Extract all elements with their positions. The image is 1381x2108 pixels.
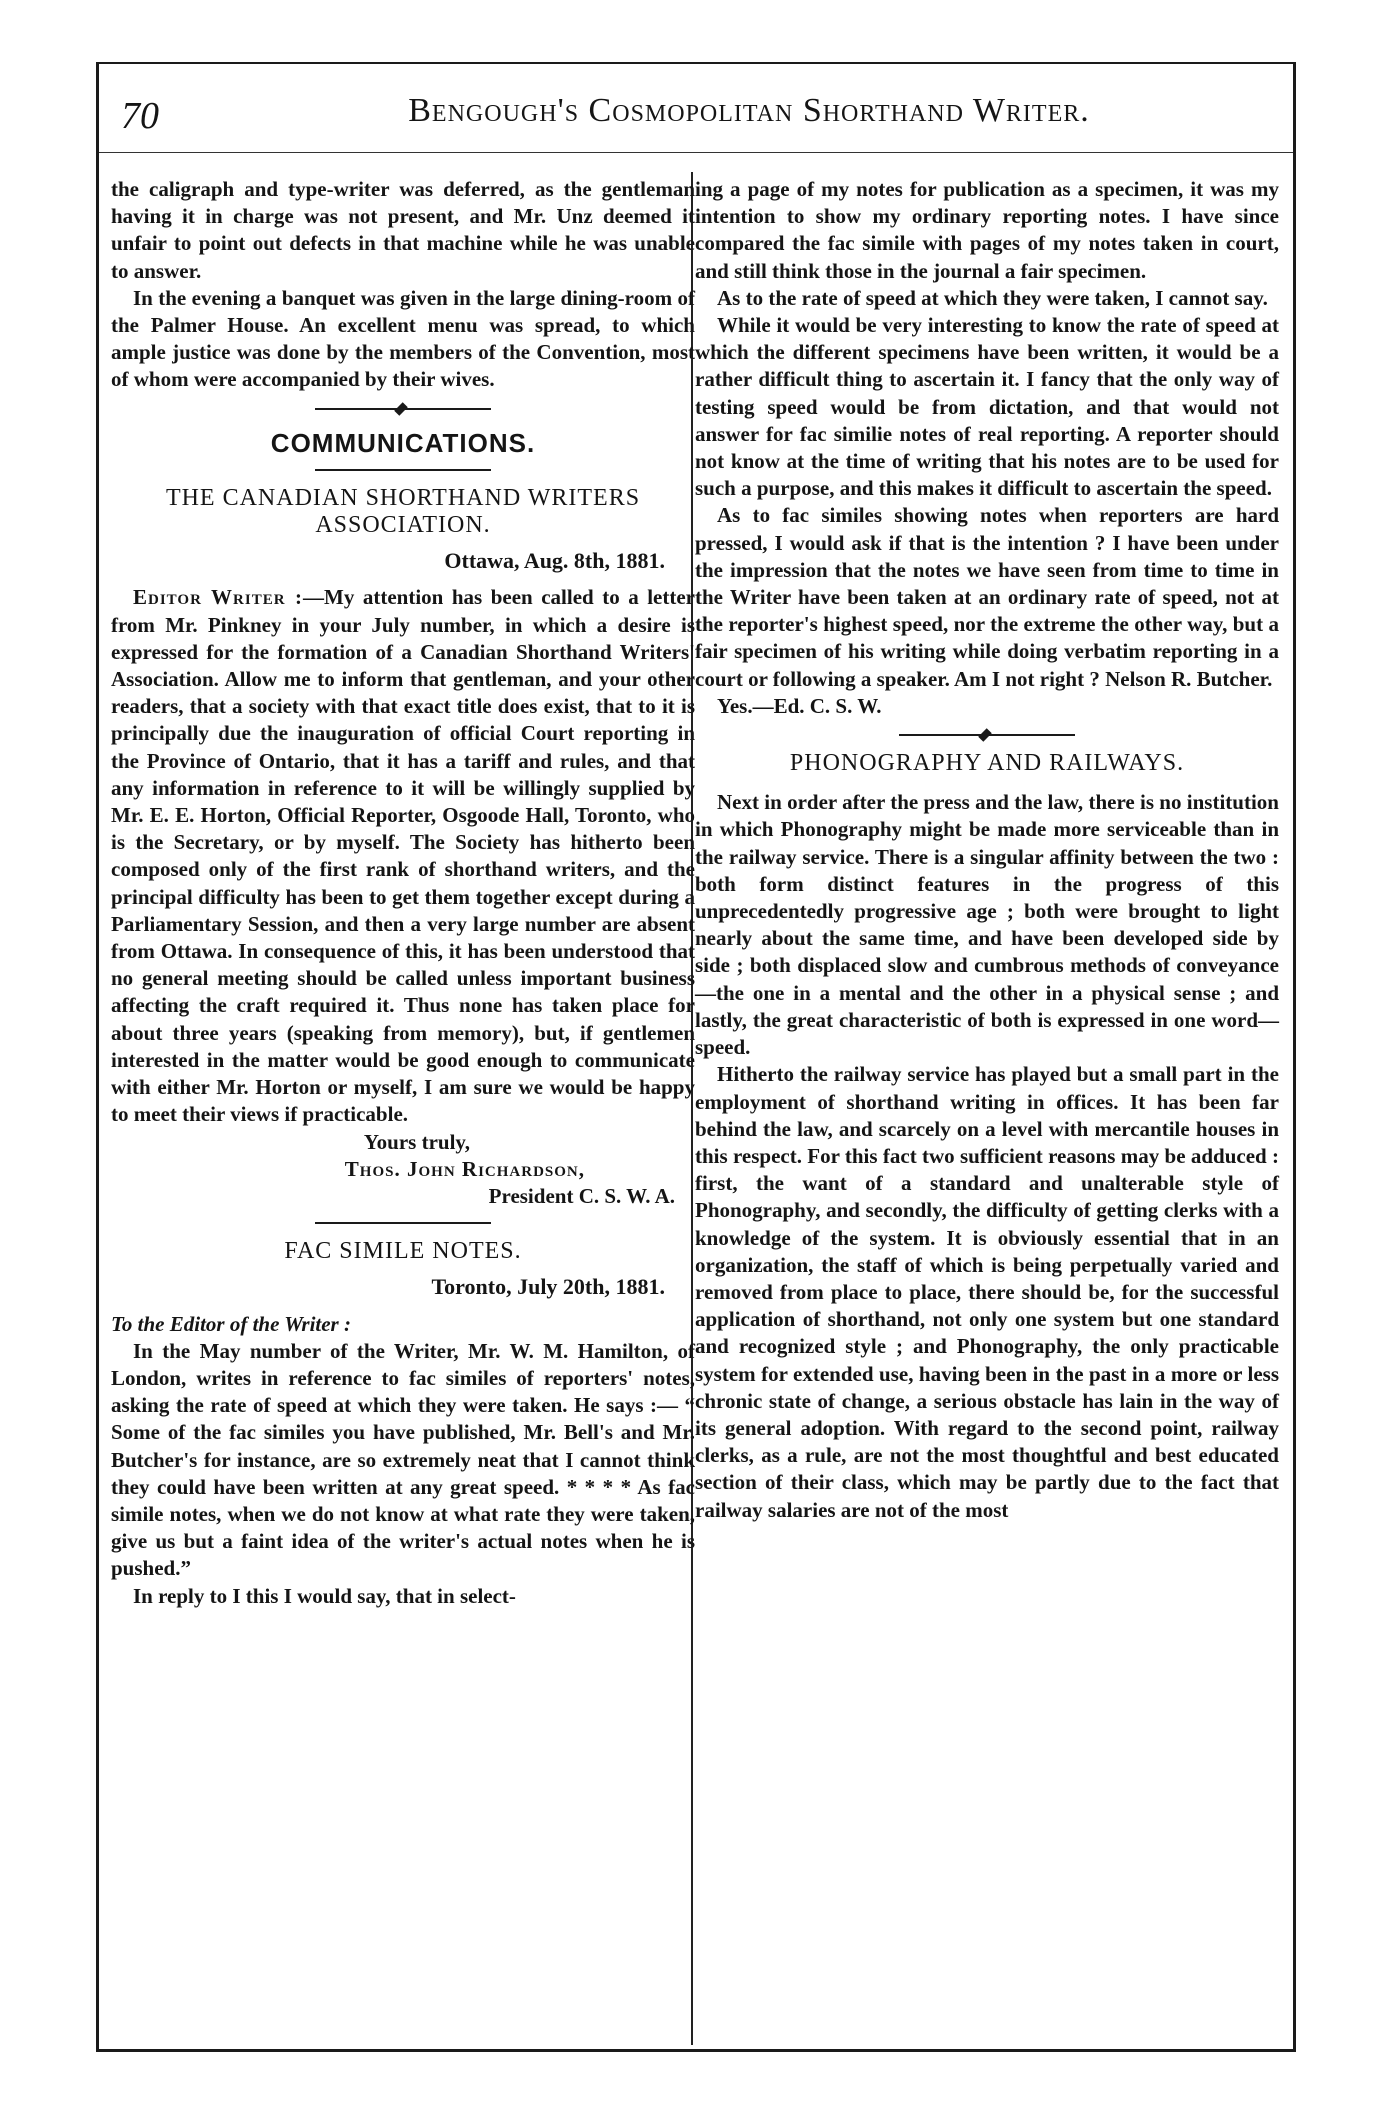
letter-body: In reply to I this I would say, that in select- xyxy=(133,1583,516,1608)
editor-reply: Yes.—Ed. C. S. W. xyxy=(717,693,882,718)
salutation: Editor Writer : xyxy=(133,585,304,610)
divider-rule xyxy=(315,469,491,471)
printed-page xyxy=(96,62,1296,2052)
article-title: PHONOGRAPHY AND RAILWAYS. xyxy=(789,750,1185,777)
letter-body: In the May number of the Writer, Mr. W. M. Hamilton, of London, writes in reference to fac similes of reporters' notes, asking the rate of speed at which they were taken. He says :— “ Some of the fac similes you have published, Mr. Bell's and Mr. Butcher's for instance, are so extremely neat that I cannot think they could have been written at any great speed. * * * * As fac simile notes, when we do not know at what rate they were taken, give us but a faint idea of the writer's actual notes when he is pushed.” xyxy=(111,1338,695,1581)
signer-title: President C. S. W. A. xyxy=(488,1183,675,1208)
right-column xyxy=(695,176,1279,1524)
page-header xyxy=(99,64,1293,153)
salutation: To the Editor of the Writer : xyxy=(111,1311,351,1336)
signer-name: Thos. John Richardson, xyxy=(344,1156,585,1181)
running-title: Bengough's Cosmopolitan Shorthand Writer. xyxy=(408,92,1090,129)
paragraph: As to the rate of speed at which they were taken, I cannot say. xyxy=(717,285,1268,310)
page-number: 70 xyxy=(121,95,159,137)
paragraph: ing a page of my notes for publication as a specimen, it was my intention to show my ordinary reporting notes. I have since compared the fac simile with pages of my notes taken in court, and still think those in the journal a fair specimen. xyxy=(695,177,1279,283)
paragraph: While it would be very interesting to know the rate of speed at which the different specimens have been written, it would be a rather difficult thing to ascertain it. I fancy that the only way of testing speed would be from dictation, and that would not answer for fac similie notes of real reporting. A reporter should not know at the time of writing that his notes are to be used for such a purpose, and this makes it difficult to ascertain the speed. xyxy=(695,313,1279,501)
letter-title: THE CANADIAN SHORTHAND WRITERS ASSOCIATION. xyxy=(165,484,641,539)
paragraph: In the evening a banquet was given in the large dining-room of the Palmer House. An excellent menu was spread, to which ample justice was done by the members of the Convention, most of whom were accompanied by their wives. xyxy=(111,285,695,392)
diamond-ornament-icon xyxy=(978,728,992,742)
divider-rule xyxy=(315,1222,491,1224)
diamond-ornament-icon xyxy=(394,402,408,416)
ornamental-rule xyxy=(899,734,1075,736)
paragraph: Hitherto the railway service has played but a small part in the employment of shorthand writing in offices. It has been far behind the law, and scarcely on a level with mercantile houses in this respect. For this fact two sufficient reasons may be adduced : first, the want of a standard and unalterable style of Phonography, and secondly, the difficulty of getting clerks with a knowledge of the system. It is obviously essential that in an organization, the staff of which is being perpetually varied and removed from place to place, there should be, for the successful application of shorthand, not only one system but one standard and recognized style ; and Phonography, the only practicable system for extended use, having been in the past in a more or less chronic state of change, a serious obstacle has lain in the way of its general adoption. With regard to the second point, railway clerks, as a rule, are not the most thoughtful and best educated section of their class, which may be partly due to the fact that railway salaries are not of the most xyxy=(695,1062,1279,1522)
closing: Yours truly, xyxy=(363,1129,470,1154)
dateline: Ottawa, Aug. 8th, 1881. xyxy=(444,548,665,574)
paragraph: As to fac similes showing notes when reporters are hard pressed, I would ask if that is the intention ? I have been under the impression that the notes we have seen from time to time in the Writer have been taken at an ordinary rate of speed, not at the reporter's highest speed, nor the extreme the other way, but a fair specimen of his writing while doing verbatim reporting in a court or following a speaker. Am I not right ? Nelson R. Butcher. xyxy=(695,503,1279,691)
section-heading: COMMUNICATIONS. xyxy=(270,427,536,458)
letter-title: FAC SIMILE NOTES. xyxy=(284,1238,522,1265)
paragraph: the caligraph and type-writer was deferred, as the gentleman having it in charge was not present, and Mr. Unz deemed it unfair to point out defects in that machine while he was unable to answer. xyxy=(111,177,695,283)
left-column: the caligraph and type-writer was deferred, as the gentleman having it in charge was not present, and Mr. Unz deemed it unfair to point out defects in that machine while he was unable to answer. In the evening a banquet was given in the large dining-room of the Palmer House. An excellent menu was spread, to which ample justice was done by the members of the Convention, most of whom were accompanied by their wives. COMMUNICATIONS. THE CANADIAN SHORTHAND WRITERS ASSOCIATION. Ottawa, Aug. 8th, 1881. Editor Writer :—My attention has been called to a letter from Mr. Pinkney in your July number, in which a desire is expressed for the formation of a Canadian Shorthand Writers' Association. Allow me to inform that gentleman, and your other readers, that a society with that exact title does exist, that to it is principally due the inauguration of official Court reporting in the Province of Ontario, that it has a tariff and rules, and that any information in reference to it will be willingly supplied by Mr. E. E. Horton, Official Reporter, Osgoode Hall, Toronto, who is the Secretary, or by myself. The Society has hitherto been composed only of the first rank of shorthand writers, and the principal difficulty has been to get them together except during a Parliamentary Session, and then a very large number are absent from Ottawa. In consequence of this, it has been understood that no general meeting should be called unless important business affecting the craft required it. Thus none has taken place for about three years (speaking from memory), but, if gentlemen interested in the matter would be good enough to communicate with either Mr. Horton or myself, I am sure we would be happy to meet their views if practicable. Yours truly, Thos. John Richardson, President C. S. W. A. FAC SIMILE NOTES. Toronto, July 20th, 1881. To the Editor of the Writer : In the May number of the Writer, Mr. W. M. Hamilton, of London, writes in reference to fac similes of reporters' notes, asking the rate of speed at which they were taken. He says :— “ Some of the fac similes you have published, Mr. Bell's and Mr. Butcher's for instance, are so extremely neat that I cannot think they could have been written at any great speed. * * * * As fac simile notes, when we do not know at what rate they were taken, give us but a faint idea of the writer's actual notes when he is pushed.” In reply to I this I would say, that in select- xyxy=(111,176,695,1610)
letter-body: My attention has been called to a letter from Mr. Pinkney in your July number, in which a desire is expressed for the formation of a Canadian Shorthand Writers' Association. Allow me to inform that gentleman, and your other readers, that a society with that exact title does exist, that to it is principally due the inauguration of official Court reporting in the Province of Ontario, that it has a tariff and rules, and that any information in reference to it will be willingly supplied by Mr. E. E. Horton, Official Reporter, Osgoode Hall, Toronto, who is the Secretary, or by myself. The Society has hitherto been composed only of the first rank of shorthand writers, and the principal difficulty has been to get them together except during a Parliamentary Session, and then a very large number are absent from Ottawa. In consequence of this, it has been understood that no general meeting should be called unless important business affecting the craft required it. Thus none has taken place for about three years (speaking from memory), but, if gentlemen interested in the matter would be good enough to communicate with either Mr. Horton or myself, I am sure we would be happy to meet their views if practicable. xyxy=(111,585,695,1127)
ornamental-rule xyxy=(315,408,491,410)
dateline: Toronto, July 20th, 1881. xyxy=(431,1274,665,1300)
paragraph: Next in order after the press and the law, there is no institution in which Phonography might be made more serviceable than in the railway service. There is a singular affinity between the two : both form distinct features in the progress of this unprecedentedly progressive age ; both were brought to light nearly about the same time, and have been developed side by side ; both displaced slow and cumbrous methods of conveyance—the one in a mental and the other in a physical sense ; and lastly, the great characteristic of both is expressed in one word—speed. xyxy=(695,790,1279,1060)
